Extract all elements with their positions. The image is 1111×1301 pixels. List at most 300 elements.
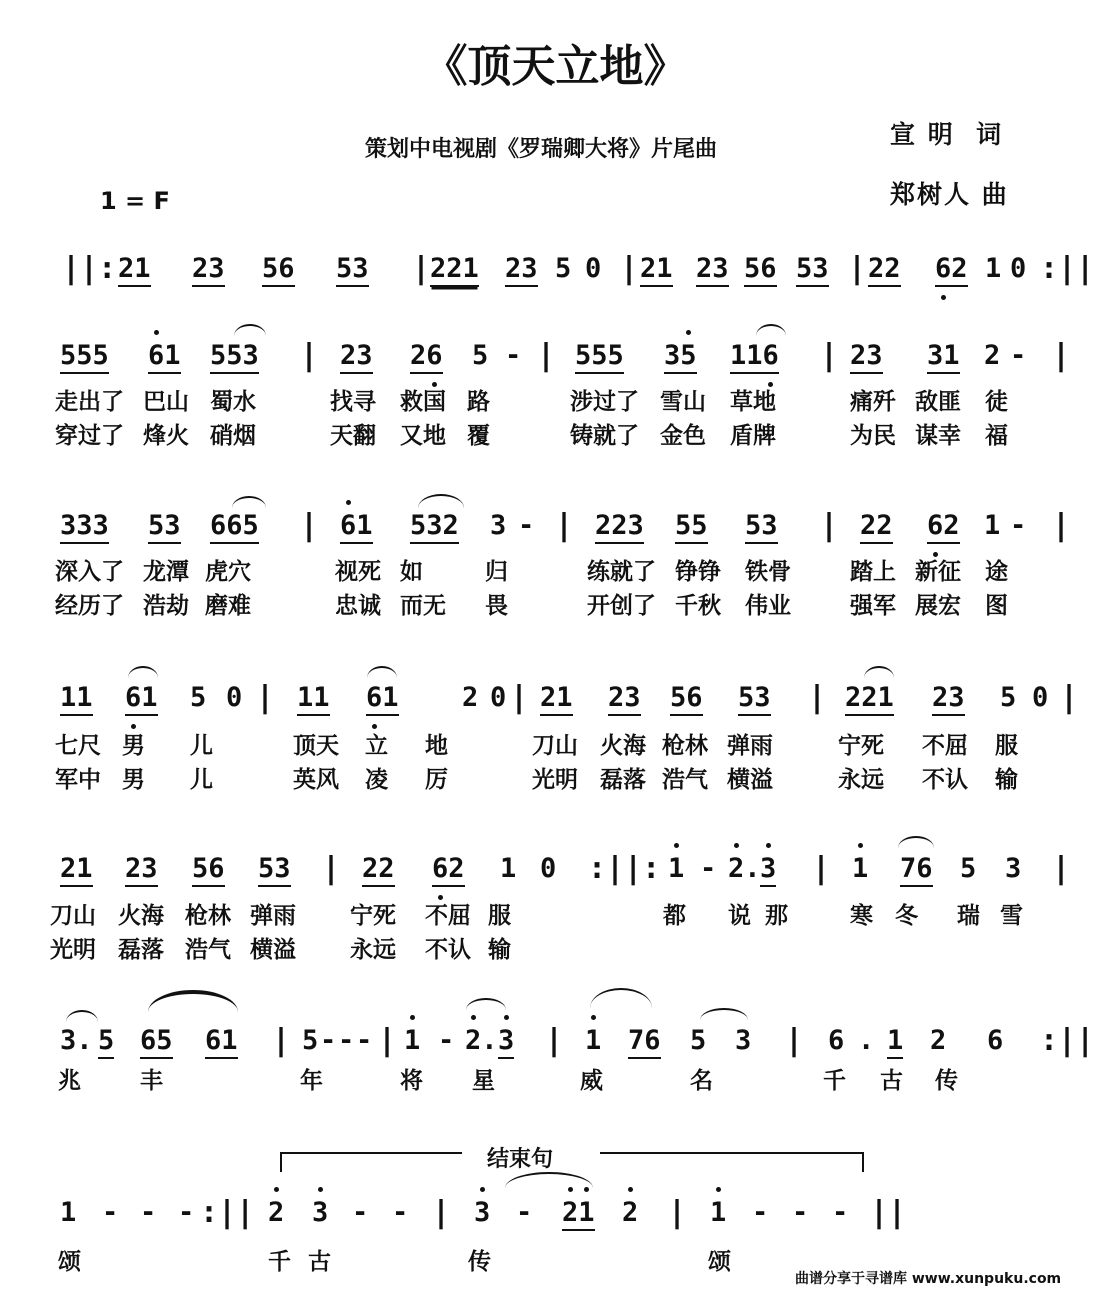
lyric-verse-2: 浩劫 bbox=[143, 593, 189, 619]
note-group: 23 bbox=[192, 253, 225, 287]
octave-dot bbox=[674, 843, 679, 848]
note-group: 56 bbox=[262, 253, 295, 287]
slur bbox=[466, 998, 506, 1010]
lyric-verse-1: 都 bbox=[663, 903, 686, 929]
note-group: 23 bbox=[340, 340, 373, 374]
lyric-verse-2: 硝烟 bbox=[210, 423, 256, 449]
note-group: 62 bbox=[935, 253, 968, 287]
note-group: 3 bbox=[474, 1197, 491, 1228]
lyric-verse-2: 经历了 bbox=[55, 593, 124, 619]
slur bbox=[232, 496, 266, 508]
note-group: 116 bbox=[730, 340, 779, 374]
note-group: 2 bbox=[984, 340, 1001, 371]
lyric-verse-1: 新征 bbox=[915, 559, 961, 585]
note-group: 61 bbox=[340, 510, 373, 544]
barline: | bbox=[820, 508, 839, 543]
note-group: - bbox=[320, 1025, 337, 1056]
note-group: 23 bbox=[850, 340, 883, 374]
lyric-verse-1: 那 bbox=[765, 903, 788, 929]
song-subtitle: 策划中电视剧《罗瑞卿大将》片尾曲 bbox=[365, 137, 718, 162]
octave-dot bbox=[716, 1187, 721, 1192]
lyric-verse-1: 涉过了 bbox=[570, 389, 639, 415]
lyric-verse-2: 为民 bbox=[850, 423, 896, 449]
lyric-verse-1: 铮铮 bbox=[675, 559, 721, 585]
note-group: 3 bbox=[1005, 853, 1022, 884]
note-group: 23 bbox=[608, 682, 641, 716]
lyric-verse-1: 说 bbox=[728, 903, 751, 929]
note-group: - bbox=[792, 1197, 809, 1228]
lyric-verse-1: 枪林 bbox=[662, 733, 708, 759]
barline: | bbox=[820, 338, 839, 373]
lyric-verse-1: 瑞 bbox=[957, 903, 980, 929]
lyric-verse-2: 烽火 bbox=[143, 423, 189, 449]
lyric-verse-1: 草地 bbox=[730, 389, 776, 415]
note-group: 221 bbox=[845, 682, 894, 716]
lyric-verse-1: 深入了 bbox=[55, 559, 124, 585]
lyric-verse-2: 又地 bbox=[400, 423, 446, 449]
lyric-verse-1: 将 bbox=[400, 1068, 423, 1094]
barline: | bbox=[545, 1023, 564, 1058]
note-group: 21 bbox=[540, 682, 573, 716]
note-group: 2 bbox=[268, 1197, 285, 1228]
lyric-verse-1: 威 bbox=[580, 1068, 603, 1094]
note-group: - bbox=[518, 510, 535, 541]
notation-line-4 bbox=[0, 680, 1079, 722]
octave-dot bbox=[318, 1187, 323, 1192]
note-group: 21 bbox=[60, 853, 93, 887]
lyric-verse-1: 儿 bbox=[190, 733, 213, 759]
note-group: - bbox=[1010, 510, 1027, 541]
lyric-verse-2: 军中 bbox=[55, 767, 101, 793]
lyric-verse-2: 不认 bbox=[922, 767, 968, 793]
note-group: 1 bbox=[984, 510, 1001, 541]
note-group: 0 bbox=[540, 853, 557, 884]
barline: | bbox=[1052, 851, 1071, 886]
note-group: 11 bbox=[60, 682, 93, 716]
note-group: 61 bbox=[205, 1025, 238, 1059]
note-group: 55 bbox=[675, 510, 708, 544]
note-group: - bbox=[832, 1197, 849, 1228]
lyric-verse-1: 弹雨 bbox=[250, 903, 296, 929]
note-group: 23 bbox=[125, 853, 158, 887]
note-group: 2 bbox=[930, 1025, 947, 1056]
note-group: 0 bbox=[1032, 682, 1049, 713]
notation-line-7 bbox=[0, 1197, 1020, 1237]
note-group: 6 bbox=[987, 1025, 1004, 1056]
octave-dot bbox=[686, 330, 691, 335]
notation-line-3 bbox=[0, 508, 1071, 550]
lyric-verse-1: 铁骨 bbox=[745, 559, 791, 585]
lyric-verse-1: 宁死 bbox=[838, 733, 884, 759]
note-group: 5 bbox=[960, 853, 977, 884]
note-group: 5 bbox=[302, 1025, 319, 1056]
lyric-verse-1: 冬 bbox=[895, 903, 918, 929]
lyric-verse-2: 永远 bbox=[350, 937, 396, 963]
lyric-verse-1: 雪 bbox=[1000, 903, 1023, 929]
note-group: 2 bbox=[462, 682, 479, 713]
lyric-verse-2: 磊落 bbox=[118, 937, 164, 963]
barline: | bbox=[510, 680, 529, 715]
note-group: 1 bbox=[887, 1025, 903, 1059]
note-group: - bbox=[338, 1025, 355, 1056]
notation-line-2 bbox=[0, 338, 1071, 380]
octave-dot bbox=[131, 724, 136, 729]
note-group: 1 bbox=[404, 1025, 421, 1056]
note-group: 21 bbox=[562, 1197, 595, 1231]
barline: | bbox=[378, 1023, 397, 1058]
note-group: - bbox=[438, 1025, 455, 1056]
lyric-verse-1: 丰 bbox=[140, 1068, 163, 1094]
note-group: 221 bbox=[430, 253, 479, 287]
lyric-verse-2: 忠诚 bbox=[335, 593, 381, 619]
octave-dot bbox=[432, 382, 437, 387]
note-group: - bbox=[505, 340, 522, 371]
note-group: 5 bbox=[98, 1025, 114, 1059]
lyric-verse-2: 穿过了 bbox=[55, 423, 124, 449]
note-group: 5 bbox=[1000, 682, 1017, 713]
note-group: 56 bbox=[744, 253, 777, 287]
octave-dot bbox=[154, 330, 159, 335]
lyric-verse-1: 寒 bbox=[850, 903, 873, 929]
lyric-verse-2: 儿 bbox=[190, 767, 213, 793]
barline: | bbox=[848, 251, 867, 286]
barline: | bbox=[412, 251, 431, 286]
note-group: - bbox=[352, 1197, 369, 1228]
note-group: 61 bbox=[148, 340, 181, 374]
lyric-verse-1: 虎穴 bbox=[205, 559, 251, 585]
lyric-verse-1: 兆 bbox=[58, 1068, 81, 1094]
lyric-verse-2: 不认 bbox=[425, 937, 471, 963]
lyric-verse-1: 火海 bbox=[600, 733, 646, 759]
ending-label: 结束句 bbox=[487, 1147, 554, 1172]
lyric-verse-2: 浩气 bbox=[185, 937, 231, 963]
barline: | bbox=[812, 851, 831, 886]
lyric-verse-2: 展宏 bbox=[915, 593, 961, 619]
notation-line-5 bbox=[0, 851, 1071, 893]
lyric-verse-1: 刀山 bbox=[50, 903, 96, 929]
note-group: - bbox=[178, 1197, 195, 1228]
lyric-verse-1: 千 bbox=[268, 1249, 291, 1275]
note-group: 1 bbox=[668, 853, 685, 884]
note-group: 53 bbox=[148, 510, 181, 544]
lyric-verse-1: 蜀水 bbox=[210, 389, 256, 415]
lyric-verse-2: 金色 bbox=[660, 423, 706, 449]
note-group: 62 bbox=[432, 853, 465, 887]
lyric-verse-1: 宁死 bbox=[350, 903, 396, 929]
octave-dot bbox=[274, 1187, 279, 1192]
lyric-verse-2: 福 bbox=[985, 423, 1008, 449]
lyric-verse-1: 男 bbox=[122, 733, 145, 759]
note-group: 35 bbox=[664, 340, 697, 374]
note-group: 0 bbox=[490, 682, 507, 713]
lyric-verse-1: 颂 bbox=[708, 1249, 731, 1275]
slur bbox=[756, 324, 786, 336]
lyric-verse-1: 徒 bbox=[985, 389, 1008, 415]
lyric-verse-1: 古 bbox=[308, 1249, 331, 1275]
slur bbox=[505, 1172, 593, 1188]
note-group: 26 bbox=[410, 340, 443, 374]
note-group: 0 bbox=[226, 682, 243, 713]
note-group: 5 bbox=[190, 682, 207, 713]
barline: :|| bbox=[1040, 251, 1095, 286]
slur bbox=[234, 324, 266, 336]
lyric-verse-1: 刀山 bbox=[532, 733, 578, 759]
lyric-verse-1: 服 bbox=[488, 903, 511, 929]
barline: :|| bbox=[200, 1195, 255, 1230]
lyric-verse-1: 途 bbox=[985, 559, 1008, 585]
note-group: 21 bbox=[118, 253, 151, 287]
footer-credit: 曲谱分享于寻谱库 www.xunpuku.com bbox=[795, 1271, 1062, 1287]
note-group: 555 bbox=[575, 340, 624, 374]
note-group: - bbox=[140, 1197, 157, 1228]
slur bbox=[898, 836, 934, 848]
lyric-verse-2: 男 bbox=[122, 767, 145, 793]
barline: | bbox=[1052, 508, 1071, 543]
lyric-verse-2: 横溢 bbox=[250, 937, 296, 963]
lyric-verse-1: 救国 bbox=[400, 389, 446, 415]
lyric-verse-1: 火海 bbox=[118, 903, 164, 929]
octave-dot bbox=[372, 724, 377, 729]
barline: | bbox=[620, 251, 639, 286]
note-group: 3 bbox=[735, 1025, 752, 1056]
lyric-verse-1: 千 bbox=[823, 1068, 846, 1094]
ending-bracket-left bbox=[280, 1152, 462, 1172]
octave-dot bbox=[734, 843, 739, 848]
lyric-verse-1: 服 bbox=[995, 733, 1018, 759]
barline: | bbox=[1060, 680, 1079, 715]
barline: | bbox=[808, 680, 827, 715]
note-group: 31 bbox=[927, 340, 960, 374]
lyric-verse-2: 盾牌 bbox=[730, 423, 776, 449]
barline: | bbox=[785, 1023, 804, 1058]
lyric-verse-2: 伟业 bbox=[745, 593, 791, 619]
note-group: 23 bbox=[696, 253, 729, 287]
barline: | bbox=[300, 508, 319, 543]
note-group: - bbox=[516, 1197, 533, 1228]
notation-line-1 bbox=[0, 251, 1095, 293]
notation-line-6 bbox=[0, 1023, 1095, 1065]
lyric-verse-2: 磊落 bbox=[600, 767, 646, 793]
note-group: 21 bbox=[640, 253, 673, 287]
lyric-verse-1: 年 bbox=[300, 1068, 323, 1094]
lyric-verse-2: 开创了 bbox=[587, 593, 656, 619]
lyric-verse-2: 横溢 bbox=[727, 767, 773, 793]
lyric-verse-1: 痛歼 bbox=[850, 389, 896, 415]
slur bbox=[128, 666, 158, 678]
lyric-verse-2: 千秋 bbox=[675, 593, 721, 619]
lyric-verse-2: 英风 bbox=[293, 767, 339, 793]
octave-dot bbox=[766, 843, 771, 848]
note-group: 1 bbox=[585, 1025, 602, 1056]
barline: || bbox=[870, 1195, 907, 1230]
note-group: 23 bbox=[505, 253, 538, 287]
lyric-verse-2: 天翻 bbox=[330, 423, 376, 449]
octave-dot bbox=[504, 1015, 509, 1020]
page-title: 《顶天立地》 bbox=[423, 41, 688, 92]
barline: :||: bbox=[588, 851, 661, 886]
octave-dot bbox=[471, 1015, 476, 1020]
lyric-verse-1: 弹雨 bbox=[727, 733, 773, 759]
barline: | bbox=[668, 1195, 687, 1230]
note-group: 56 bbox=[670, 682, 703, 716]
lyric-verse-1: 枪林 bbox=[185, 903, 231, 929]
lyric-verse-1: 路 bbox=[467, 389, 490, 415]
barline: | bbox=[272, 1023, 291, 1058]
note-group: 333 bbox=[60, 510, 109, 544]
note-group: 3. bbox=[60, 1025, 93, 1056]
octave-dot bbox=[346, 500, 351, 505]
octave-dot bbox=[410, 1015, 415, 1020]
note-group: 532 bbox=[410, 510, 459, 544]
lyric-verse-1: 敌匪 bbox=[915, 389, 961, 415]
note-group: 61 bbox=[125, 682, 158, 716]
note-group: 56 bbox=[192, 853, 225, 887]
note-group: 22 bbox=[860, 510, 893, 544]
lyric-verse-2: 而无 bbox=[400, 593, 446, 619]
lyric-verse-1: 视死 bbox=[335, 559, 381, 585]
lyric-verse-1: 不屈 bbox=[425, 903, 471, 929]
note-group: 6 bbox=[828, 1025, 845, 1056]
lyric-verse-1: 顶天 bbox=[293, 733, 339, 759]
octave-dot bbox=[480, 1187, 485, 1192]
slur bbox=[66, 1010, 98, 1022]
slur bbox=[864, 666, 894, 678]
note-group: 53 bbox=[745, 510, 778, 544]
note-group: 1 bbox=[710, 1197, 727, 1228]
lyric-verse-1: 名 bbox=[690, 1068, 713, 1094]
note-group: 0 bbox=[1010, 253, 1027, 284]
lyric-verse-2: 凌 bbox=[365, 767, 388, 793]
slur bbox=[418, 494, 464, 508]
note-group: 5 bbox=[472, 340, 489, 371]
lyric-verse-1: 归 bbox=[485, 559, 508, 585]
barline: | bbox=[1052, 338, 1071, 373]
note-group: 53 bbox=[258, 853, 291, 887]
octave-dot bbox=[628, 1187, 633, 1192]
lyric-verse-1: 踏上 bbox=[850, 559, 896, 585]
note-group: 1 bbox=[60, 1197, 77, 1228]
note-group: 223 bbox=[595, 510, 644, 544]
note-group: - bbox=[102, 1197, 119, 1228]
ending-bracket-right bbox=[600, 1152, 864, 1172]
barline: | bbox=[432, 1195, 451, 1230]
note-group: 76 bbox=[900, 853, 933, 887]
key-signature: 1 = F bbox=[100, 187, 170, 215]
note-group: 5 bbox=[555, 253, 572, 284]
lyric-verse-1: 七尺 bbox=[55, 733, 101, 759]
barline: ||: bbox=[62, 251, 117, 286]
lyric-verse-2: 强军 bbox=[850, 593, 896, 619]
note-group: 3 bbox=[498, 1025, 514, 1059]
slur bbox=[148, 990, 238, 1012]
lyric-verse-1: 立 bbox=[365, 733, 388, 759]
note-group: 65 bbox=[140, 1025, 173, 1059]
note-group: 3 bbox=[760, 853, 776, 887]
slur bbox=[367, 666, 397, 678]
note-group: 1 bbox=[852, 853, 869, 884]
barline: :|| bbox=[1040, 1023, 1095, 1058]
composer-credit: 郑树人 曲 bbox=[890, 180, 1009, 209]
note-group: 53 bbox=[796, 253, 829, 287]
lyric-verse-2: 光明 bbox=[532, 767, 578, 793]
lyric-verse-2: 磨难 bbox=[205, 593, 251, 619]
note-group: 22 bbox=[362, 853, 395, 887]
lyric-verse-1: 星 bbox=[472, 1068, 495, 1094]
note-group: 2. bbox=[728, 853, 761, 884]
slur bbox=[590, 988, 652, 1008]
octave-dot bbox=[768, 382, 773, 387]
lyric-verse-2: 覆 bbox=[467, 423, 490, 449]
lyric-verse-1: 颂 bbox=[58, 1249, 81, 1275]
note-group: 553 bbox=[210, 340, 259, 374]
octave-dot bbox=[933, 552, 938, 557]
note-group: 22 bbox=[868, 253, 901, 287]
octave-dot bbox=[591, 1015, 596, 1020]
note-group: 665 bbox=[210, 510, 259, 544]
lyricist-credit: 宣 明 词 bbox=[890, 120, 1004, 149]
lyric-verse-1: 找寻 bbox=[330, 389, 376, 415]
note-group: 555 bbox=[60, 340, 109, 374]
barline: | bbox=[537, 338, 556, 373]
note-group: 76 bbox=[628, 1025, 661, 1059]
lyric-verse-2: 厉 bbox=[425, 767, 448, 793]
barline: | bbox=[300, 338, 319, 373]
note-group: - bbox=[392, 1197, 409, 1228]
barline: | bbox=[256, 680, 275, 715]
lyric-verse-2: 输 bbox=[488, 937, 511, 963]
lyric-verse-2: 谋幸 bbox=[915, 423, 961, 449]
note-group: - bbox=[1010, 340, 1027, 371]
lyric-verse-2: 图 bbox=[985, 593, 1008, 619]
note-group: - bbox=[700, 853, 717, 884]
note-group: - bbox=[356, 1025, 373, 1056]
lyric-verse-1: 不屈 bbox=[922, 733, 968, 759]
note-group: 1 bbox=[500, 853, 517, 884]
note-group: . bbox=[858, 1025, 875, 1056]
lyric-verse-1: 如 bbox=[400, 559, 423, 585]
lyric-verse-2: 铸就了 bbox=[570, 423, 639, 449]
note-group: 5 bbox=[690, 1025, 707, 1056]
note-group: 62 bbox=[927, 510, 960, 544]
slur bbox=[700, 1008, 748, 1020]
lyric-verse-1: 地 bbox=[425, 733, 448, 759]
note-group: 23 bbox=[932, 682, 965, 716]
lyric-verse-2: 输 bbox=[995, 767, 1018, 793]
lyric-verse-1: 巴山 bbox=[143, 389, 189, 415]
note-group: 1 bbox=[985, 253, 1002, 284]
lyric-verse-1: 练就了 bbox=[587, 559, 656, 585]
lyric-verse-1: 龙潭 bbox=[143, 559, 189, 585]
lyric-verse-1: 雪山 bbox=[660, 389, 706, 415]
note-group: 2. bbox=[465, 1025, 498, 1056]
lyric-verse-1: 走出了 bbox=[55, 389, 124, 415]
lyric-verse-1: 传 bbox=[468, 1249, 491, 1275]
barline: | bbox=[555, 508, 574, 543]
lyric-verse-2: 永远 bbox=[838, 767, 884, 793]
lyric-verse-2: 浩气 bbox=[662, 767, 708, 793]
note-group: 3 bbox=[312, 1197, 329, 1228]
note-group: 3 bbox=[490, 510, 507, 541]
lyric-verse-1: 古 bbox=[880, 1068, 903, 1094]
octave-dot bbox=[438, 895, 443, 900]
octave-dot bbox=[941, 295, 946, 300]
note-group: 0 bbox=[585, 253, 602, 284]
note-group: 2 bbox=[622, 1197, 639, 1228]
note-group: 61 bbox=[366, 682, 399, 716]
note-group: 11 bbox=[297, 682, 330, 716]
note-group: 53 bbox=[336, 253, 369, 287]
barline: | bbox=[322, 851, 341, 886]
